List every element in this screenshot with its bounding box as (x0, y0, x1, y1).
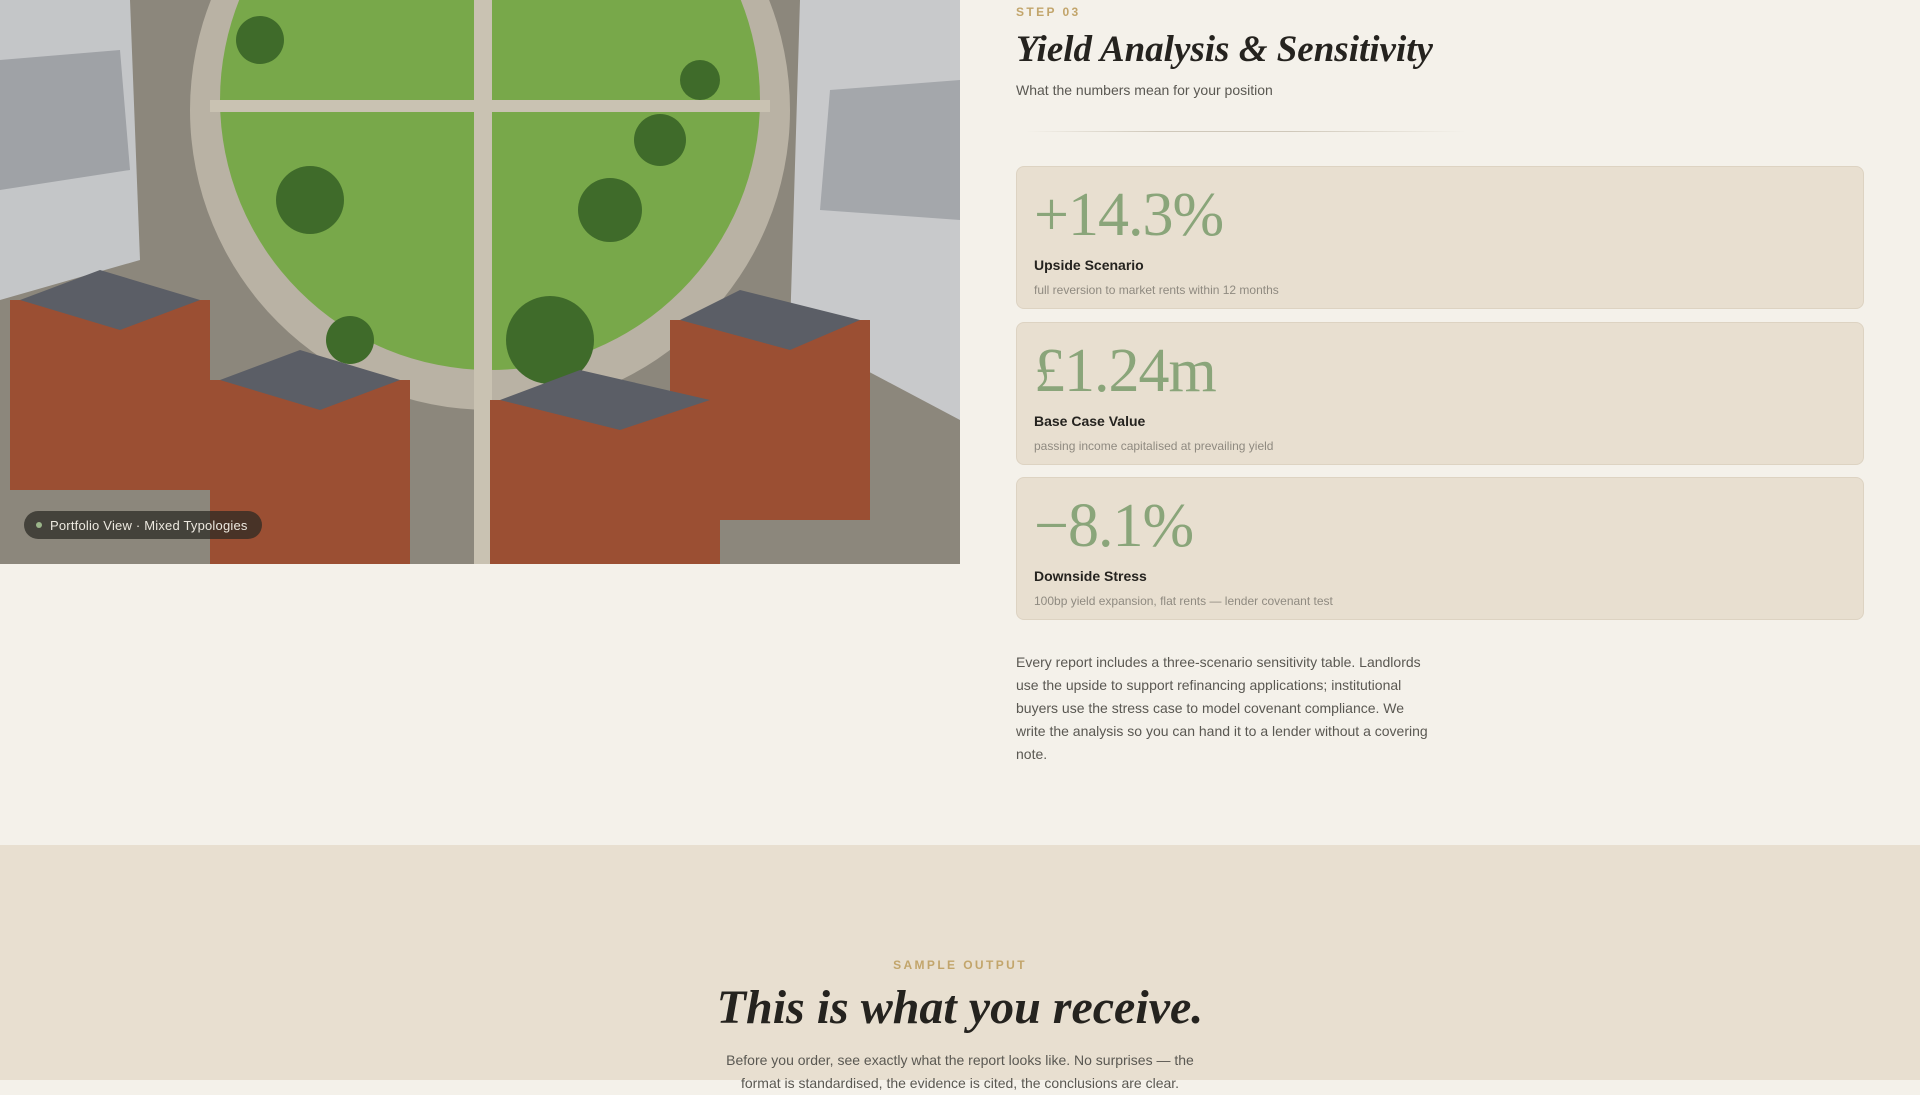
sample-eyebrow: SAMPLE OUTPUT (893, 958, 1027, 972)
scenario-value: −8.1% (1034, 492, 1194, 560)
photo-caption-badge (24, 511, 262, 539)
scenario-description: full reversion to market rents within 12 months (1034, 283, 1279, 297)
scenario-description: passing income capitalised at prevailing yield (1034, 439, 1274, 453)
divider (1026, 131, 1466, 132)
sample-output-section (0, 845, 1920, 1091)
sample-title: This is what you receive. (716, 981, 1204, 1034)
section-subtitle: What the numbers mean for your position (1016, 82, 1273, 98)
scenario-card-upside (1016, 166, 1864, 309)
photo-caption-text: Portfolio View · Mixed Typologies (50, 517, 248, 533)
scenario-description: 100bp yield expansion, flat rents — lender covenant test (1034, 594, 1333, 608)
analysis-paragraph: Every report includes a three-scenario sensitivity table. Landlords use the upside to support refinancing applications; institutional buyers use the stress case to model covenant compliance. We write the analysis so you can hand it to a lender without a covering note. (1016, 654, 1428, 762)
aerial-campus-photo (0, 0, 960, 564)
scenario-card-base (1016, 322, 1864, 465)
scenario-label: Upside Scenario (1034, 257, 1144, 273)
sample-paragraph: Before you order, see exactly what the report looks like. No surprises — the format is standardised, the evidence is cited, the conclusions are clear. (726, 1052, 1194, 1091)
status-dot-icon (36, 522, 42, 528)
section-title: Yield Analysis & Sensitivity (1016, 29, 1433, 70)
scenario-card-downside (1016, 477, 1864, 620)
scenario-value: +14.3% (1034, 181, 1224, 249)
scenario-label: Downside Stress (1034, 568, 1147, 584)
scenario-value: £1.24m (1034, 337, 1216, 405)
step-eyebrow: STEP 03 (1016, 5, 1081, 19)
scenario-label: Base Case Value (1034, 413, 1146, 429)
aerial-photo-illustration (0, 0, 960, 564)
